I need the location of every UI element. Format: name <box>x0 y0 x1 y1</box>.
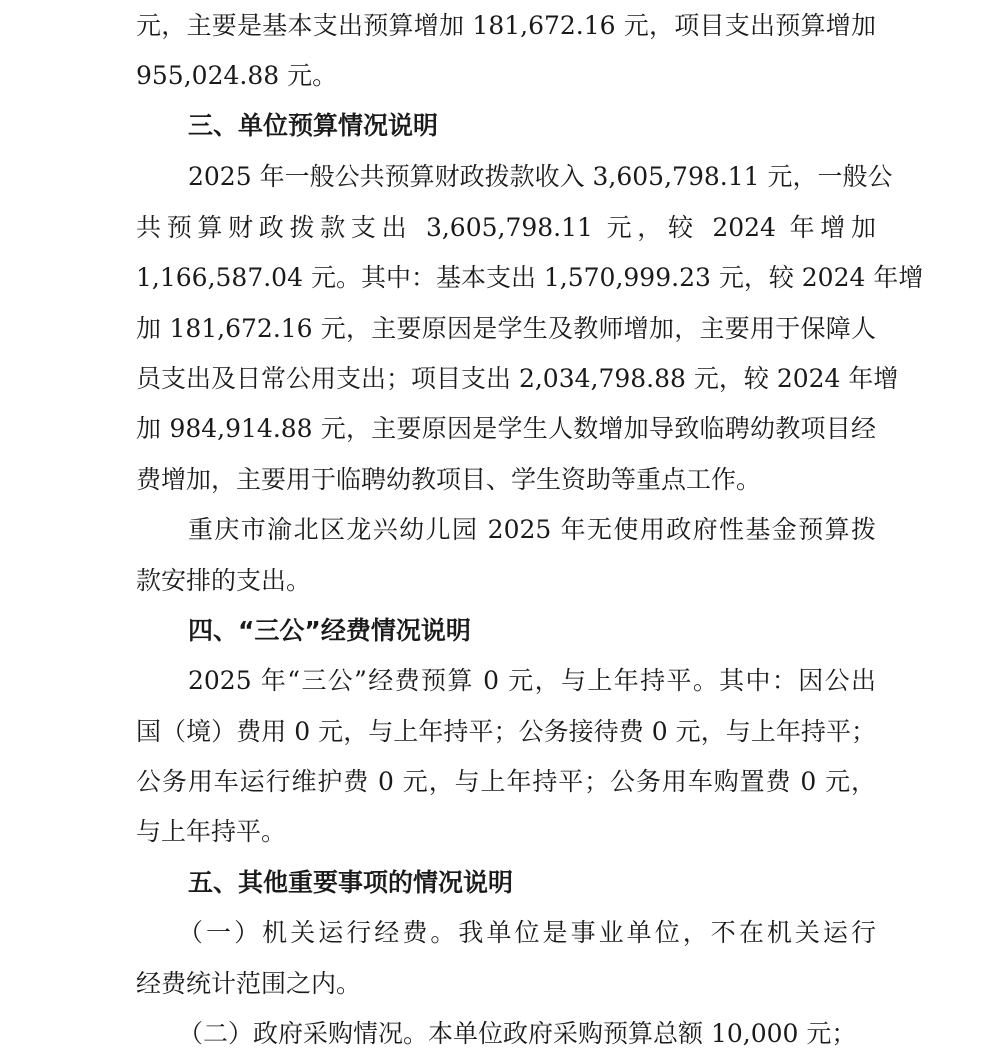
paragraph-line: 加 181,672.16 元，主要原因是学生及教师增加，主要用于保障人 <box>136 314 876 343</box>
paragraph-line: 2025 年“三公”经费预算 0 元，与上年持平。其中：因公出 <box>188 666 876 695</box>
paragraph-line: 重庆市渝北区龙兴幼儿园 2025 年无使用政府性基金预算拨 <box>188 515 876 544</box>
paragraph-line: 与上年持平。 <box>136 817 287 846</box>
paragraph-line: 元，主要是基本支出预算增加 181,672.16 元，项目支出预算增加 <box>136 11 876 40</box>
paragraph-line: 款安排的支出。 <box>136 566 312 595</box>
paragraph-line: 1,166,587.04 元。其中：基本支出 1,570,999.23 元，较 2024 年增 <box>136 263 924 292</box>
paragraph-line: （一）机关运行经费。我单位是事业单位，不在机关运行 <box>178 918 876 947</box>
paragraph-line: 员支出及日常公用支出；项目支出 2,034,798.88 元，较 2024 年增 <box>136 364 899 393</box>
paragraph-line: 共预算财政拨款支出 3,605,798.11 元，较 2024 年增加 <box>136 213 876 242</box>
paragraph-line: （二）政府采购情况。本单位政府采购预算总额 10,000 元； <box>178 1019 857 1048</box>
paragraph-line: 费增加，主要用于临聘幼教项目、学生资助等重点工作。 <box>136 465 762 494</box>
section-heading-three-public: 四、“三公”经费情况说明 <box>188 616 471 645</box>
paragraph-line: 加 984,914.88 元，主要原因是学生人数增加导致临聘幼教项目经 <box>136 414 876 443</box>
paragraph-line: 955,024.88 元。 <box>136 61 338 90</box>
paragraph-line: 国（境）费用 0 元，与上年持平；公务接待费 0 元，与上年持平； <box>136 717 876 746</box>
section-heading-other-matters: 五、其他重要事项的情况说明 <box>188 868 514 897</box>
paragraph-line: 经费统计范围之内。 <box>136 969 362 998</box>
paragraph-line: 公务用车运行维护费 0 元，与上年持平；公务用车购置费 0 元， <box>136 767 876 796</box>
section-heading-budget: 三、单位预算情况说明 <box>188 111 439 140</box>
paragraph-line: 2025 年一般公共预算财政拨款收入 3,605,798.11 元，一般公 <box>188 162 893 191</box>
